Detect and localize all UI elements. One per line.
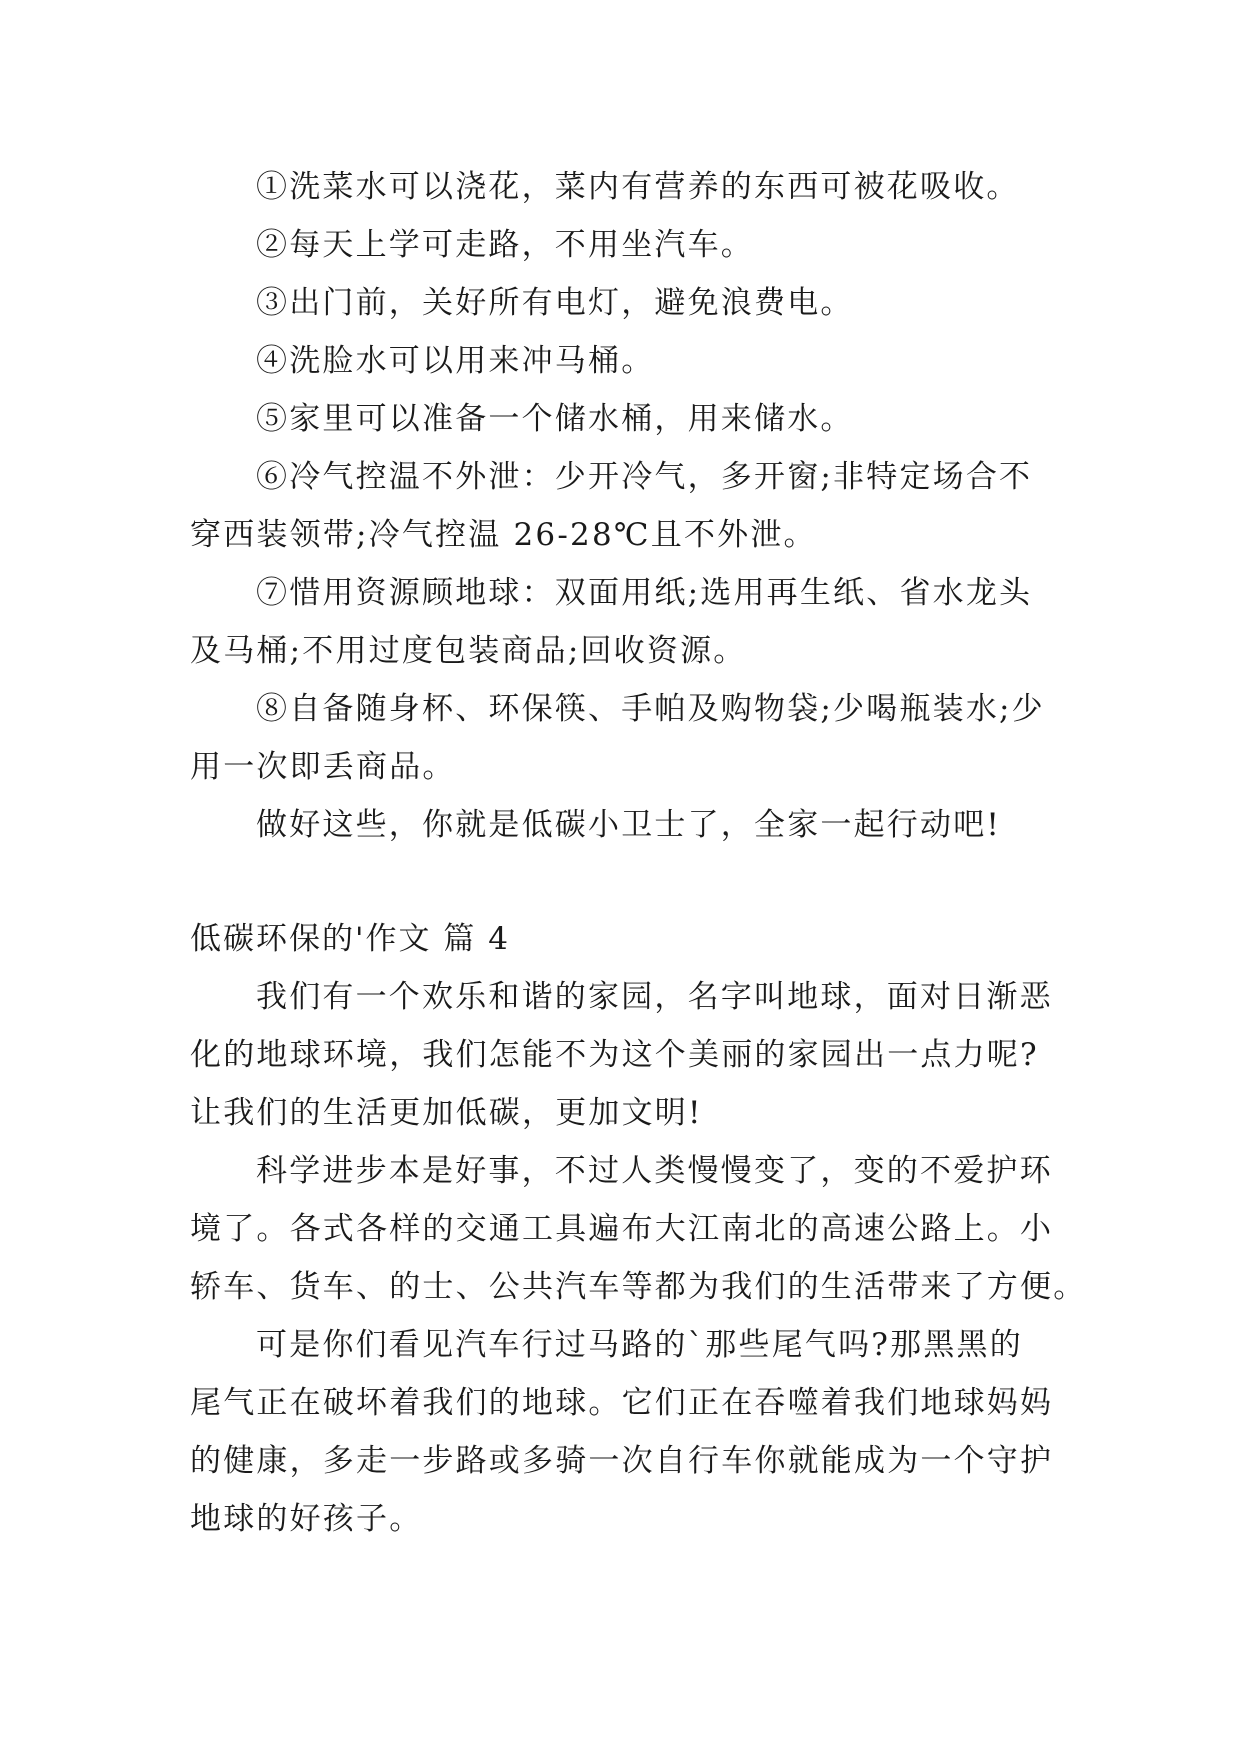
- list-item-4: [190, 332, 1060, 390]
- essay-paragraph-2: [190, 1142, 1087, 1316]
- list-item-line: 穿西装领带;冷气控温 26-28℃且不外泄。: [190, 517, 817, 553]
- list-item-line: ⑧自备随身杯、环保筷、手帕及购物袋;少喝瓶装水;少: [256, 691, 1045, 727]
- list-item-line: ③出门前，关好所有电灯，避免浪费电。: [256, 285, 854, 321]
- paragraph-line: 尾气正在破坏着我们的地球。它们正在吞噬着我们地球妈妈: [190, 1385, 1054, 1421]
- closing-sentence: 做好这些，你就是低碳小卫士了，全家一起行动吧!: [256, 807, 1002, 843]
- document-body: [190, 158, 1087, 1548]
- paragraph-line: 的健康，多走一步路或多骑一次自行车你就能成为一个守护: [190, 1443, 1054, 1479]
- list-item-line: 及马桶;不用过度包装商品;回收资源。: [190, 633, 747, 669]
- list-item-line: ②每天上学可走路，不用坐汽车。: [256, 227, 754, 263]
- paragraph-line: 境了。各式各样的交通工具遍布大江南北的高速公路上。小: [190, 1211, 1054, 1247]
- list-item-line: ⑤家里可以准备一个储水桶，用来储水。: [256, 401, 854, 437]
- section-spacer: [190, 854, 1060, 910]
- paragraph-line: 可是你们看见汽车行过马路的`那些尾气吗?那黑黑的: [256, 1327, 1023, 1363]
- list-item-1: [190, 158, 1060, 216]
- list-item-line: ⑦惜用资源顾地球：双面用纸;选用再生纸、省水龙头: [256, 575, 1033, 611]
- list-item-6: [190, 448, 1060, 564]
- essay-paragraph-1: [190, 968, 1060, 1142]
- list-item-line: ⑥冷气控温不外泄：少开冷气，多开窗;非特定场合不: [256, 459, 1033, 495]
- paragraph-line: 我们有一个欢乐和谐的家园，名字叫地球，面对日渐恶: [256, 979, 1053, 1015]
- list-item-line: ①洗菜水可以浇花，菜内有营养的东西可被花吸收。: [256, 169, 1020, 205]
- paragraph-line: 轿车、货车、的士、公共汽车等都为我们的生活带来了方便。: [190, 1269, 1087, 1305]
- paragraph-line: 让我们的生活更加低碳，更加文明!: [190, 1095, 703, 1131]
- essay-paragraph-3: [190, 1316, 1060, 1548]
- list-item-line: 用一次即丢商品。: [190, 749, 456, 785]
- list-item-line: ④洗脸水可以用来冲马桶。: [256, 343, 655, 379]
- list-item-3: [190, 274, 1060, 332]
- list-item-2: [190, 216, 1060, 274]
- section-title: 低碳环保的'作文 篇 4: [190, 921, 510, 957]
- paragraph-line: 化的地球环境，我们怎能不为这个美丽的家园出一点力呢?: [190, 1037, 1039, 1073]
- paragraph-line: 地球的好孩子。: [190, 1501, 423, 1537]
- list-item-8: [190, 680, 1060, 796]
- list-item-5: [190, 390, 1060, 448]
- paragraph-line: 科学进步本是好事，不过人类慢慢变了，变的不爱护环: [256, 1153, 1053, 1189]
- list-item-7: [190, 564, 1060, 680]
